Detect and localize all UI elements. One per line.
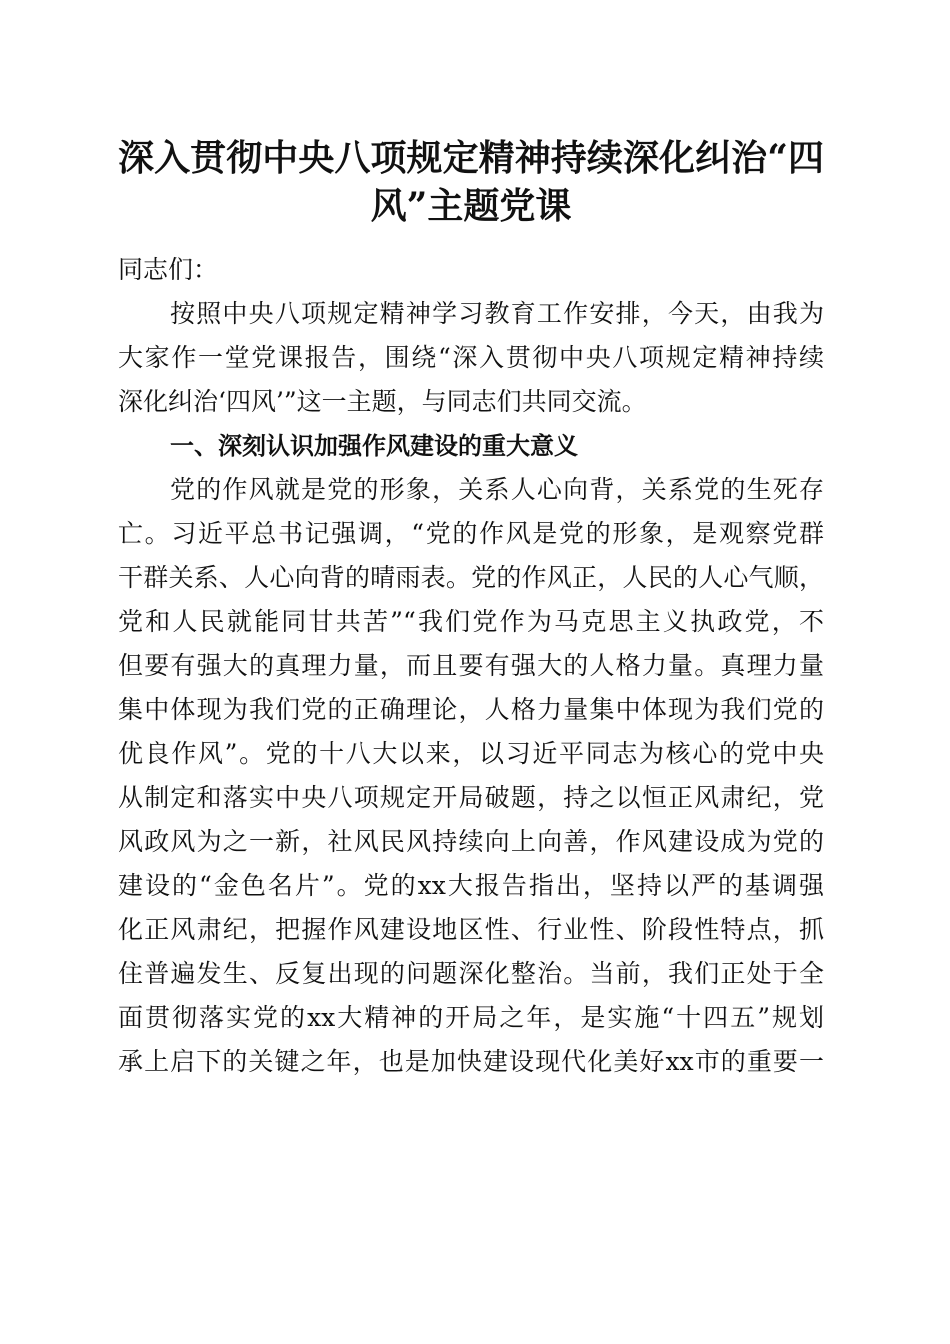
section-heading: 一、深刻认识加强作风建设的重大意义 xyxy=(170,432,578,460)
text-line: 优良作风”。党的十八大以来，以习近平同志为核心的党中央 xyxy=(118,739,824,768)
text-line: 深化纠治‘四风’”这一主题，与同志们共同交流。 xyxy=(118,387,647,416)
text-line: 建设的“金色名片”。党的xx大报告指出，坚持以严的基调强 xyxy=(118,871,824,900)
text-line: 化正风肃纪，把握作风建设地区性、行业性、阶段性特点，抓 xyxy=(118,915,824,944)
text-line: 大家作一堂党课报告，围绕“深入贯彻中央八项规定精神持续 xyxy=(118,343,824,372)
paragraph-significance xyxy=(118,468,824,1084)
title-line: 风”主题党课 xyxy=(370,185,572,227)
text-line: 风政风为之一新，社风民风持续向上向善，作风建设成为党的 xyxy=(118,827,824,856)
text-line: 承上启下的关键之年，也是加快建设现代化美好xx市的重要一 xyxy=(118,1047,824,1076)
text-line: 面贯彻落实党的xx大精神的开局之年，是实施“十四五”规划 xyxy=(118,1003,824,1032)
text-line: 党的作风就是党的形象，关系人心向背，关系党的生死存 xyxy=(170,475,824,504)
text-line: 从制定和落实中央八项规定开局破题，持之以恒正风肃纪，党 xyxy=(118,783,824,812)
document-body xyxy=(118,248,824,1084)
title-line: 深入贯彻中央八项规定精神持续深化纠治“四 xyxy=(118,137,824,179)
salutation: 同志们： xyxy=(118,255,219,284)
text-line: 按照中央八项规定精神学习教育工作安排，今天，由我为 xyxy=(170,299,824,328)
text-line: 集中体现为我们党的正确理论，人格力量集中体现为我们党的 xyxy=(118,695,824,724)
text-line: 干群关系、人心向背的晴雨表。党的作风正，人民的人心气顺， xyxy=(118,563,824,592)
text-line: 亡。习近平总书记强调，“党的作风是党的形象，是观察党群 xyxy=(118,519,824,548)
text-line: 党和人民就能同甘共苦”“我们党作为马克思主义执政党，不 xyxy=(118,607,824,636)
paragraph-intro xyxy=(118,292,824,424)
text-line: 但要有强大的真理力量，而且要有强大的人格力量。真理力量 xyxy=(118,651,824,680)
document-title xyxy=(118,134,824,230)
text-line: 住普遍发生、反复出现的问题深化整治。当前，我们正处于全 xyxy=(118,959,824,988)
